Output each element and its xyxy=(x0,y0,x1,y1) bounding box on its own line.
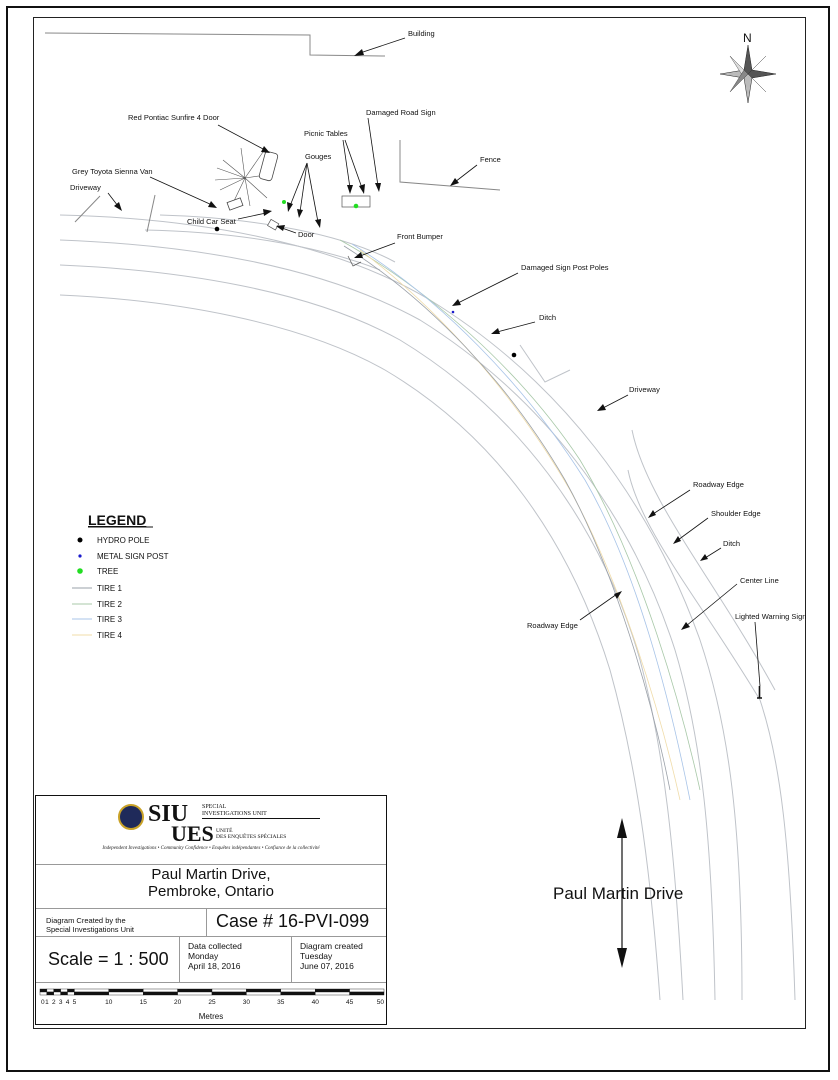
scale-tick-label: 50 xyxy=(376,999,384,1006)
scale-segment xyxy=(212,989,246,992)
legend-item-metal-sign-post: METAL SIGN POST xyxy=(97,552,169,561)
scale-segment xyxy=(212,992,246,995)
scale-segment xyxy=(178,992,212,995)
scale-segment xyxy=(68,989,75,992)
scale-tick-label: 10 xyxy=(105,999,113,1006)
location-line2: Pembroke, Ontario xyxy=(148,883,274,900)
legend-marker-metal-sign-post xyxy=(78,554,81,557)
label-driveway-right: Driveway xyxy=(629,385,660,394)
tb-divider xyxy=(36,982,386,983)
label-center-line: Center Line xyxy=(740,576,779,585)
created-by-line1: Diagram Created by the xyxy=(46,916,126,925)
scale-segment xyxy=(246,992,280,995)
scale-segment xyxy=(74,989,108,992)
label-shoulder-edge: Shoulder Edge xyxy=(711,509,761,518)
scale-segment xyxy=(143,992,177,995)
scale-tick-label: 40 xyxy=(311,999,319,1006)
scale-segment xyxy=(143,989,177,992)
scale-segment xyxy=(281,989,315,992)
legend xyxy=(72,512,169,640)
scale-segment xyxy=(74,992,108,995)
scale-segment xyxy=(281,992,315,995)
scale-segment xyxy=(109,989,143,992)
data-collected-day: Monday xyxy=(188,951,219,961)
label-lighted-warning-sign: Lighted Warning Sign xyxy=(735,612,807,621)
label-picnic-tables: Picnic Tables xyxy=(304,129,348,138)
scale-segment xyxy=(54,992,61,995)
ontario-seal-icon xyxy=(118,804,144,830)
created-by xyxy=(46,916,196,934)
logo-en-line2: INVESTIGATIONS UNIT xyxy=(202,811,267,817)
tb-divider xyxy=(206,908,207,936)
diagram-created xyxy=(300,941,363,971)
label-roadway-edge-right: Roadway Edge xyxy=(693,480,744,489)
label-roadway-edge-left: Roadway Edge xyxy=(527,621,578,630)
location xyxy=(36,866,386,900)
hydro-pole-marker xyxy=(215,227,220,232)
scale-segment xyxy=(109,992,143,995)
data-collected xyxy=(188,941,242,971)
scale-segment xyxy=(54,989,61,992)
logo-en-line1: SPECIAL xyxy=(202,804,227,810)
tb-divider xyxy=(36,864,386,865)
scale-segment xyxy=(350,989,384,992)
scale-segment xyxy=(61,992,68,995)
north-label: N xyxy=(743,31,752,45)
scale-tick-label: 0 xyxy=(41,999,45,1006)
north-arrow xyxy=(720,31,776,103)
scale-unit: Metres xyxy=(198,1012,224,1021)
tb-divider xyxy=(36,908,386,909)
diagram-created-label: Diagram created xyxy=(300,941,363,951)
scale-tick-label: 45 xyxy=(345,999,354,1006)
legend-marker-hydro-pole xyxy=(78,538,83,543)
door-shape xyxy=(268,219,279,230)
legend-item-tire-3: TIRE 3 xyxy=(97,615,122,624)
label-damaged-sign-post-poles: Damaged Sign Post Poles xyxy=(521,263,609,272)
scale-bar xyxy=(36,986,386,1024)
scale-segment xyxy=(47,989,54,992)
scale-tick-label: 1 xyxy=(45,999,49,1006)
label-ditch-upper: Ditch xyxy=(539,313,557,322)
legend-item-tire-2: TIRE 2 xyxy=(97,600,122,609)
scale-tick-label: 15 xyxy=(139,999,147,1006)
label-child-car-seat: Child Car Seat xyxy=(187,217,236,226)
case-number: Case # 16-PVI-099 xyxy=(216,911,370,931)
scale-tick-label: 5 xyxy=(72,999,77,1006)
tb-divider xyxy=(179,936,180,982)
location-line1: Paul Martin Drive, xyxy=(151,866,271,883)
tb-divider xyxy=(291,936,292,982)
scale-segment xyxy=(350,992,384,995)
scale-segment xyxy=(178,989,212,992)
scale-segment xyxy=(246,989,280,992)
legend-title: LEGEND xyxy=(88,512,147,528)
scale-tick-label: 25 xyxy=(208,999,216,1006)
label-red-pontiac: Red Pontiac Sunfire 4 Door xyxy=(128,113,220,122)
label-gouges: Gouges xyxy=(305,152,332,161)
data-collected-label: Data collected xyxy=(188,941,242,951)
label-damaged-road-sign: Damaged Road Sign xyxy=(366,108,436,117)
legend-item-tire-1: TIRE 1 xyxy=(97,584,122,593)
scale-tick-label: 2 xyxy=(51,999,56,1006)
road-name-label: Paul Martin Drive xyxy=(553,884,684,903)
diagram-created-day: Tuesday xyxy=(300,951,333,961)
tree-marker xyxy=(354,204,359,209)
tb-divider xyxy=(36,936,386,937)
tree-marker xyxy=(282,200,286,204)
grey-toyota-vehicle xyxy=(227,198,243,210)
driveway-left-outline xyxy=(75,195,155,232)
logo-fr-line1: UNITÉ xyxy=(216,828,233,834)
logo-siu: SIU xyxy=(148,801,189,827)
label-grey-toyota: Grey Toyota Sienna Van xyxy=(72,167,153,176)
label-ditch-right: Ditch xyxy=(723,539,741,548)
legend-item-tree: TREE xyxy=(97,567,119,576)
logo-ues: UES xyxy=(171,821,214,846)
label-front-bumper: Front Bumper xyxy=(397,232,443,241)
scale-bar-segments xyxy=(40,989,384,995)
legend-marker-tree xyxy=(77,568,83,574)
logo-tagline: Independent Investigations • Community Confidence • Enquêtes indépendantes • Confiance de la collectivité xyxy=(102,846,320,851)
scale-segment xyxy=(47,992,54,995)
legend-item-tire-4: TIRE 4 xyxy=(97,631,122,640)
logo-fr-line2: DES ENQUÊTES SPÉCIALES xyxy=(216,834,287,840)
scale-segment xyxy=(315,992,349,995)
siu-logo xyxy=(36,796,386,862)
scale-segment xyxy=(40,989,47,992)
scale-tick-label: 20 xyxy=(173,999,182,1006)
data-collected-date: April 18, 2016 xyxy=(188,961,241,971)
diagram-created-date: June 07, 2016 xyxy=(300,961,354,971)
label-driveway-left: Driveway xyxy=(70,183,101,192)
title-block xyxy=(35,795,387,1025)
metal-sign-post-marker xyxy=(452,311,455,314)
scale-tick-label: 3 xyxy=(58,999,63,1006)
fence-outline xyxy=(400,140,500,190)
scale-tick-label: 35 xyxy=(277,999,285,1006)
created-by-line2: Special Investigations Unit xyxy=(46,925,134,934)
scale-tick-label: 30 xyxy=(242,999,251,1006)
scale-ratio: Scale = 1 : 500 xyxy=(48,949,169,969)
scale-bar-ticks xyxy=(41,999,384,1006)
scale-segment xyxy=(315,989,349,992)
label-fence: Fence xyxy=(480,155,501,164)
scale-tick-label: 4 xyxy=(65,999,70,1006)
building-outline xyxy=(45,33,385,56)
scale-segment xyxy=(40,992,47,995)
label-door: Door xyxy=(298,230,315,239)
scale-segment xyxy=(61,989,68,992)
hydro-pole-marker xyxy=(512,353,517,358)
logo-rule xyxy=(202,818,320,819)
red-pontiac-vehicle xyxy=(259,151,279,181)
label-building: Building xyxy=(408,29,435,38)
legend-item-hydro-pole: HYDRO POLE xyxy=(97,536,150,545)
scale-segment xyxy=(68,992,75,995)
